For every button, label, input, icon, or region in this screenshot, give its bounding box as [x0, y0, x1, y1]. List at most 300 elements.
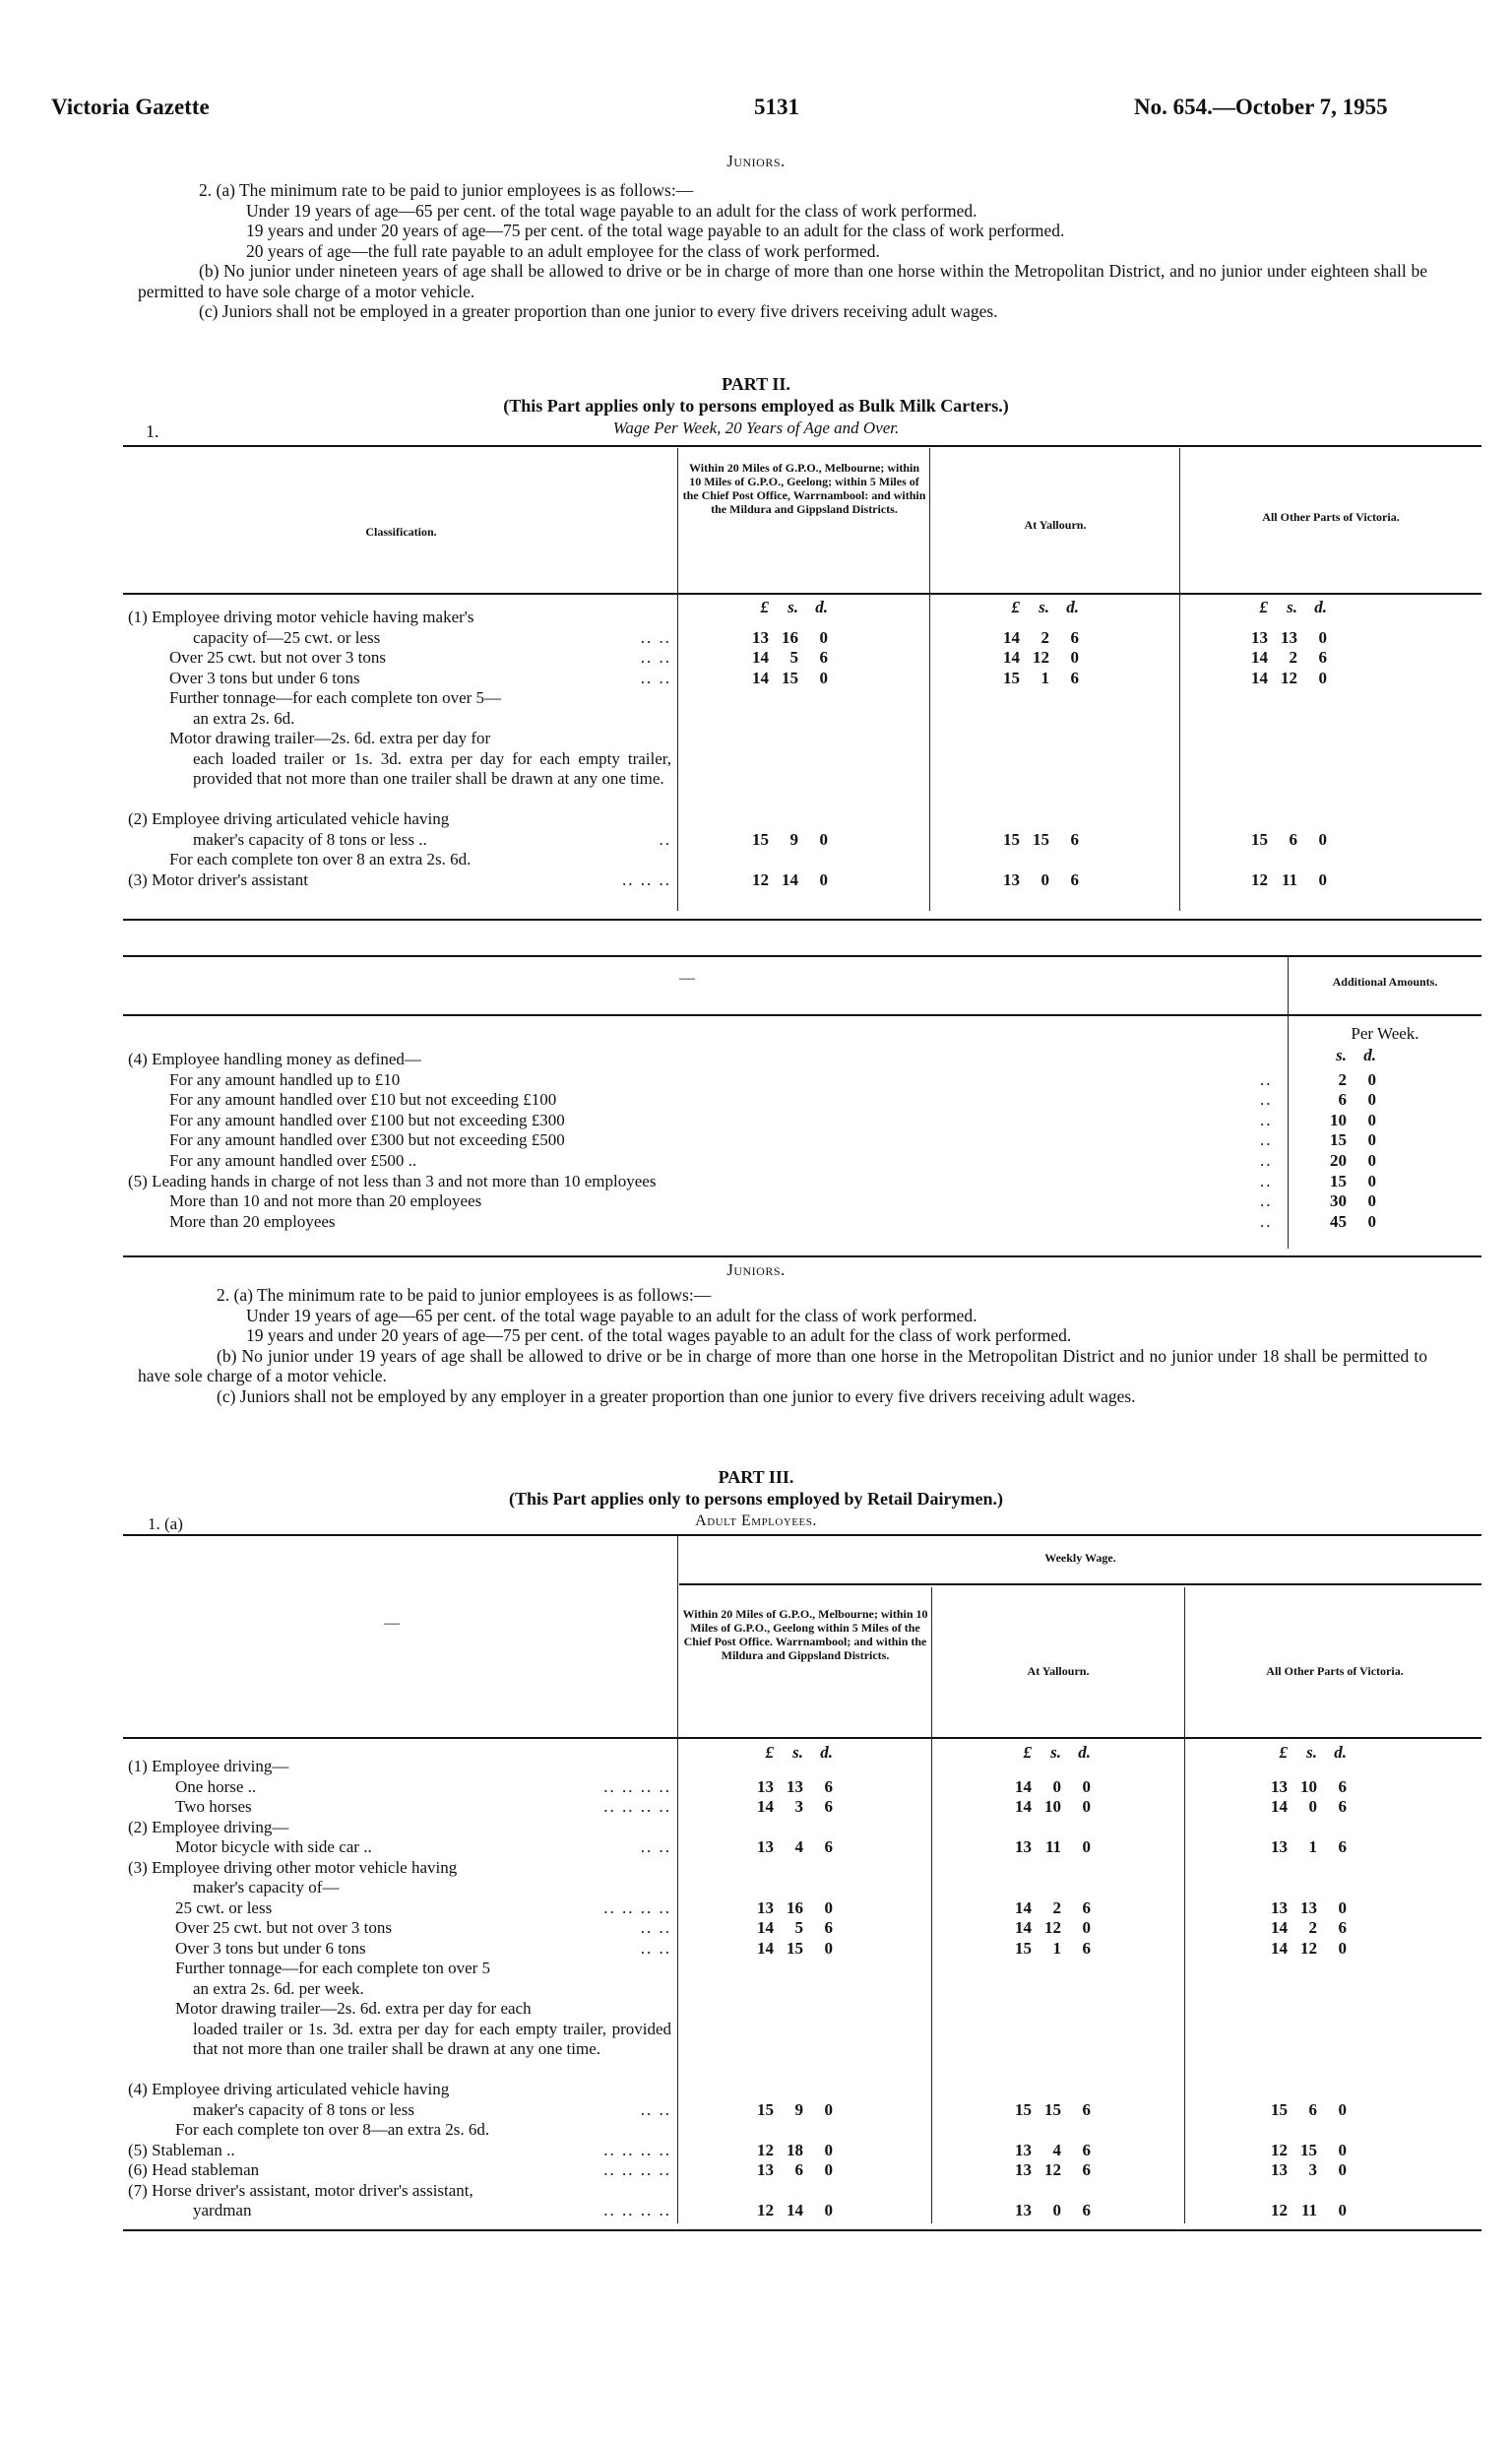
shillings: 12 [1044, 1918, 1061, 1937]
shillings: 9 [794, 2099, 803, 2119]
shillings: 30 [1330, 1191, 1347, 1211]
pounds: 13 [757, 1897, 774, 1917]
row-label: Motor bicycle with side car .. [175, 1837, 372, 1856]
shillings: 1 [1040, 668, 1049, 687]
pounds: 13 [757, 2160, 774, 2179]
pence: 0 [824, 1938, 833, 1958]
part-ii-clause-number: 1. [146, 421, 159, 441]
part-iii-title: PART III. [718, 1467, 794, 1487]
shillings: 10 [1330, 1110, 1347, 1129]
junior-clause: Under 19 years of age—65 per cent. of the total wage payable to an adult for the class of work performed. [246, 1305, 977, 1325]
pounds: 13 [1015, 2201, 1032, 2219]
shillings: 9 [789, 829, 798, 849]
shillings: 15 [1330, 1171, 1347, 1190]
wage-amount [748, 1837, 833, 1858]
header-classification: Classification. [365, 525, 437, 539]
shillings: 6 [794, 2160, 803, 2179]
row-label: (6) Head stableman [128, 2160, 260, 2179]
column-divider [929, 448, 930, 911]
pence: 0 [1367, 1211, 1376, 1231]
wage-amount [748, 1898, 833, 1919]
wage-amount [1006, 1918, 1091, 1939]
row-label: (2) Employee driving articulated vehicle having [128, 809, 450, 828]
header-additional-amounts: Additional Amounts. [1332, 975, 1438, 989]
pounds: 13 [757, 1837, 774, 1856]
additional-amount [1317, 1151, 1376, 1172]
unit-label: £ [1279, 1743, 1288, 1762]
unit-label: d. [820, 1743, 833, 1762]
leader-dots: .. .. [640, 1918, 671, 1937]
row-label: For any amount handled over £300 but not exceeding £500 [169, 1130, 565, 1150]
row-label: Over 3 tons but under 6 tons [175, 1938, 366, 1958]
pence: 6 [1082, 2140, 1091, 2159]
leader-dots: .. [1260, 1171, 1273, 1190]
wage-amount [1262, 1898, 1347, 1919]
leader-dots: .. .. .. .. [603, 1897, 671, 1917]
pence: 0 [824, 1897, 833, 1917]
wage-amount [1262, 2160, 1347, 2181]
unit-label: d. [1334, 1743, 1347, 1762]
shillings: 3 [1308, 2160, 1317, 2179]
juniors-heading: Juniors. [726, 152, 786, 170]
row-label: (7) Horse driver's assistant, motor driver's assistant, [128, 2180, 473, 2200]
pence: 0 [1367, 1191, 1376, 1211]
wage-amount [1242, 870, 1327, 891]
leader-dots: .. [659, 829, 671, 849]
row-label-continuation: capacity of—25 cwt. or less [193, 627, 381, 647]
pence: 0 [824, 2201, 833, 2219]
pence: 0 [1367, 1069, 1376, 1089]
pence: 6 [824, 1776, 833, 1796]
row-label: Further tonnage—for each complete ton over 5 [175, 1959, 491, 1977]
column-divider [931, 1587, 932, 2223]
part-iii-clause-number: 1. (a) [148, 1514, 183, 1533]
table-rule [123, 1014, 1481, 1016]
shillings: 6 [1289, 829, 1297, 849]
wage-amount [1262, 1797, 1347, 1818]
shillings: 3 [794, 1797, 803, 1816]
row-label: 25 cwt. or less [175, 1897, 273, 1917]
shillings: 11 [1044, 1837, 1061, 1856]
leader-dots: .. .. [640, 2099, 671, 2119]
shillings: 20 [1330, 1151, 1347, 1170]
pence: 0 [1338, 2201, 1347, 2219]
pence: 6 [1082, 2201, 1091, 2219]
pounds: 14 [1271, 1797, 1288, 1816]
shillings: 1 [1308, 1837, 1317, 1856]
pounds: 13 [1271, 1897, 1288, 1917]
shillings: 0 [1040, 869, 1049, 889]
wage-amount [1262, 1939, 1347, 1960]
leader-dots: .. [1260, 1069, 1273, 1089]
shillings: 4 [794, 1837, 803, 1856]
per-week-label: Per Week. [1351, 1024, 1419, 1043]
pounds: 13 [1271, 2160, 1288, 2179]
wage-amount [1006, 2100, 1091, 2121]
wage-amount [994, 870, 1079, 891]
wage-amount [748, 2141, 833, 2161]
shillings: 2 [1052, 1897, 1061, 1917]
pounds: 15 [1003, 668, 1020, 687]
pounds: 14 [1003, 627, 1020, 647]
row-label: (1) Employee driving— [128, 1757, 289, 1775]
pence: 6 [1082, 1938, 1091, 1958]
wage-amount [1006, 1898, 1091, 1919]
row-label: For each complete ton over 8—an extra 2s. 6d. [175, 2120, 490, 2139]
pence: 0 [824, 2099, 833, 2119]
row-label: More than 20 employees [169, 1211, 336, 1231]
unit-label: £ [1259, 598, 1268, 616]
pence: 0 [1318, 829, 1327, 849]
pence: 6 [1082, 2099, 1091, 2119]
pounds: 14 [1015, 1918, 1032, 1937]
pence: 0 [819, 668, 828, 687]
header-yallourn: At Yallourn. [1027, 1664, 1090, 1678]
unit-label: d. [815, 598, 828, 616]
junior-clause: 2. (a) The minimum rate to be paid to junior employees is as follows:— [199, 180, 694, 200]
header-other-parts: All Other Parts of Victoria. [1266, 1664, 1404, 1678]
row-label: (5) Leading hands in charge of not less than 3 and not more than 10 employees [128, 1171, 657, 1190]
unit-label: s. [788, 598, 798, 616]
pounds: 12 [752, 869, 769, 889]
row-label: Over 3 tons but under 6 tons [169, 668, 360, 687]
part-iii-caption: Adult Employees. [695, 1512, 817, 1529]
pounds: 14 [1015, 1897, 1032, 1917]
pence: 6 [1082, 1897, 1091, 1917]
table-rule [123, 955, 1481, 957]
wage-amount [1006, 1777, 1091, 1798]
row-label: For any amount handled over £100 but not exceeding £300 [169, 1110, 565, 1129]
leader-dots: .. [1260, 1090, 1273, 1110]
header-metro: Within 20 Miles of G.P.O., Melbourne; within 10 Miles of G.P.O., Geelong; within 5 Miles of the Chief Post Office, Warrnambool: and within the Mildura and Gippsland Districts. [682, 461, 926, 516]
leader-dots: .. [1260, 1151, 1273, 1170]
wage-amount [1242, 830, 1327, 851]
junior-clause: (b) No junior under nineteen years of age shall be allowed to drive or be in charge of more than one horse within the Metropolitan District, and no junior under eighteen shall be permitted to have sole charge of a motor vehicle. [138, 261, 1427, 301]
wage-amount [994, 628, 1079, 649]
pounds: 14 [1271, 1938, 1288, 1958]
leader-dots: .. [1260, 1211, 1273, 1231]
pence: 6 [824, 1918, 833, 1937]
pounds: 12 [757, 2140, 774, 2159]
leader-dots: .. .. .. .. [603, 1776, 671, 1796]
pence: 0 [819, 869, 828, 889]
wage-amount [748, 2160, 833, 2181]
row-label: (4) Employee driving articulated vehicle having [128, 2080, 450, 2098]
leader-dots: .. .. .. .. [603, 2160, 671, 2179]
table-rule [123, 2229, 1481, 2231]
row-label: Motor drawing trailer—2s. 6d. extra per day for each [175, 1999, 532, 2018]
pence: 6 [819, 648, 828, 667]
leader-dots: .. .. .. .. [603, 1797, 671, 1816]
unit-label: s. [1039, 598, 1049, 616]
shillings: 2 [1338, 1069, 1347, 1089]
leader-dots: .. .. [640, 648, 671, 667]
unit-label: £ [760, 598, 769, 616]
row-label: (3) Employee driving other motor vehicle having [128, 1857, 458, 1877]
additional-amount [1317, 1090, 1376, 1111]
leader-dots: .. .. [640, 627, 671, 647]
table-rule [123, 1255, 1481, 1257]
pounds: 14 [1251, 668, 1268, 687]
shillings: 14 [787, 2201, 803, 2219]
unit-label: s. [792, 1743, 803, 1762]
pounds: 15 [1003, 829, 1020, 849]
leader-dots: .. .. .. .. [603, 2140, 671, 2159]
table-rule [679, 1583, 1481, 1585]
wage-amount [994, 648, 1079, 669]
additional-amount [1317, 1212, 1376, 1233]
pounds: 13 [1015, 2160, 1032, 2179]
pence: 6 [1070, 829, 1079, 849]
leader-dots: .. .. .. [622, 869, 671, 889]
pence: 0 [1338, 2140, 1347, 2159]
shillings: 4 [1052, 2140, 1061, 2159]
issue-date: No. 654.—October 7, 1955 [1134, 95, 1388, 119]
pence: 0 [1367, 1151, 1376, 1170]
shillings: 11 [1300, 2201, 1317, 2219]
row-label-continuation: each loaded trailer or 1s. 3d. extra per day for each empty trailer, provided that not more than one trailer shall be drawn at any one time. [193, 748, 671, 788]
unit-label: d. [1314, 598, 1327, 616]
wage-amount [1006, 2201, 1091, 2221]
pounds: 14 [752, 648, 769, 667]
unit-label: £ [1011, 598, 1020, 616]
part-ii-subtitle: (This Part applies only to persons employed as Bulk Milk Carters.) [503, 396, 1009, 416]
pence: 6 [1338, 1797, 1347, 1816]
shillings: 11 [1281, 869, 1297, 889]
wage-amount [1262, 2100, 1347, 2121]
pounds: 14 [757, 1797, 774, 1816]
pence: 6 [1338, 1837, 1347, 1856]
currency-units [1317, 1046, 1376, 1066]
pounds: 13 [752, 627, 769, 647]
currency-units [1262, 1743, 1347, 1764]
row-label: Further tonnage—for each complete ton over 5— [169, 688, 502, 707]
wage-amount [743, 830, 828, 851]
additional-amount [1317, 1111, 1376, 1131]
wage-amount [743, 648, 828, 669]
shillings: 14 [782, 869, 798, 889]
row-label: For any amount handled over £500 .. [169, 1151, 417, 1170]
additional-amount [1317, 1191, 1376, 1212]
pence: 0 [819, 627, 828, 647]
row-label-continuation: loaded trailer or 1s. 3d. extra per day for each empty trailer, provided that not more than one trailer shall be drawn at any one time. [193, 2019, 671, 2058]
wage-amount [1262, 2141, 1347, 2161]
part-ii-title: PART II. [722, 374, 790, 394]
pence: 6 [1070, 869, 1079, 889]
shillings: 15 [787, 1938, 803, 1958]
currency-units [994, 598, 1079, 618]
pence: 0 [1318, 869, 1327, 889]
row-label: Over 25 cwt. but not over 3 tons [175, 1918, 393, 1937]
junior-clause: (c) Juniors shall not be employed in a greater proportion than one junior to every five drivers receiving adult wages. [199, 301, 998, 321]
pence: 0 [1318, 668, 1327, 687]
junior-clause: 2. (a) The minimum rate to be paid to junior employees is as follows:— [217, 1285, 712, 1305]
shillings: 0 [1052, 2201, 1061, 2219]
row-label: More than 10 and not more than 20 employees [169, 1191, 482, 1211]
header-metro: Within 20 Miles of G.P.O., Melbourne; within 10 Miles of G.P.O., Geelong within 5 Miles of the Chief Post Office. Warrnambool; and within the Mildura and Gippsland Districts. [682, 1607, 928, 1662]
shillings: 6 [1308, 2099, 1317, 2119]
shillings: 15 [1300, 2140, 1317, 2159]
pounds: 15 [1015, 2099, 1032, 2119]
table-rule [123, 1737, 1481, 1739]
shillings: 13 [1281, 627, 1297, 647]
table-rule [123, 593, 1481, 595]
shillings: 15 [1044, 2099, 1061, 2119]
shillings: 13 [787, 1776, 803, 1796]
wage-amount [1006, 1837, 1091, 1858]
pounds: 13 [1015, 2140, 1032, 2159]
juniors-section-1 [138, 180, 1427, 322]
unit-label: d. [1363, 1046, 1376, 1064]
pounds: 13 [1015, 1837, 1032, 1856]
wage-amount [743, 628, 828, 649]
pounds: 14 [1251, 648, 1268, 667]
shillings: 0 [1308, 1797, 1317, 1816]
shillings: 16 [787, 1897, 803, 1917]
row-label: (3) Motor driver's assistant [128, 869, 308, 889]
row-label: For any amount handled up to £10 [169, 1069, 401, 1089]
column-divider [1184, 1587, 1185, 2223]
shillings: 16 [782, 627, 798, 647]
row-label: (4) Employee handling money as defined— [128, 1050, 421, 1068]
shillings: 15 [782, 668, 798, 687]
shillings: 15 [1330, 1130, 1347, 1150]
unit-label: s. [1336, 1046, 1347, 1064]
column-divider [1288, 957, 1289, 1249]
unit-label: s. [1287, 598, 1297, 616]
shillings: 0 [1052, 1776, 1061, 1796]
pence: 6 [1082, 2160, 1091, 2179]
junior-clause: 19 years and under 20 years of age—75 per cent. of the total wages payable to an adult for the class of work performed. [246, 1325, 1072, 1345]
pence: 0 [1367, 1110, 1376, 1129]
row-label: Motor drawing trailer—2s. 6d. extra per day for [169, 729, 491, 747]
pence: 0 [1338, 1897, 1347, 1917]
shillings: 12 [1044, 2160, 1061, 2179]
column-divider [677, 448, 678, 911]
row-label-continuation: an extra 2s. 6d. per week. [193, 1978, 364, 1998]
pounds: 13 [1271, 1837, 1288, 1856]
wage-amount [994, 669, 1079, 689]
row-label: Over 25 cwt. but not over 3 tons [169, 648, 387, 667]
row-label: (5) Stableman .. [128, 2140, 235, 2159]
pence: 0 [1338, 2099, 1347, 2119]
wage-amount [1242, 648, 1327, 669]
shillings: 12 [1300, 1938, 1317, 1958]
pounds: 14 [1015, 1797, 1032, 1816]
row-label-continuation: maker's capacity of— [193, 1878, 340, 1897]
row-label: Two horses [175, 1797, 252, 1816]
wage-amount [1006, 2141, 1091, 2161]
currency-units [743, 598, 828, 618]
shillings: 2 [1289, 648, 1297, 667]
pence: 0 [819, 829, 828, 849]
shillings: 1 [1052, 1938, 1061, 1958]
pence: 0 [1367, 1090, 1376, 1110]
pence: 0 [1082, 1837, 1091, 1856]
currency-units [748, 1743, 833, 1764]
pounds: 14 [1015, 1776, 1032, 1796]
wage-amount [743, 669, 828, 689]
additional-amount [1317, 1070, 1376, 1091]
part-iii-subtitle: (This Part applies only to persons employed by Retail Dairymen.) [509, 1489, 1003, 1509]
shillings: 6 [1338, 1090, 1347, 1110]
shillings: 2 [1040, 627, 1049, 647]
shillings: 45 [1330, 1211, 1347, 1231]
wage-amount [1262, 2201, 1347, 2221]
row-label-continuation: maker's capacity of 8 tons or less .. [193, 829, 427, 849]
pence: 6 [1318, 648, 1327, 667]
shillings: 5 [789, 648, 798, 667]
wage-amount [748, 1918, 833, 1939]
currency-units [1006, 1743, 1091, 1764]
pence: 0 [1070, 648, 1079, 667]
wage-amount [748, 1777, 833, 1798]
pounds: 14 [752, 668, 769, 687]
leader-dots: .. [1260, 1191, 1273, 1211]
row-label-continuation: maker's capacity of 8 tons or less [193, 2099, 414, 2119]
pounds: 15 [1015, 1938, 1032, 1958]
pence: 0 [1082, 1776, 1091, 1796]
wage-amount [1242, 628, 1327, 649]
row-label-continuation: yardman [193, 2201, 252, 2219]
additional-amount [1317, 1130, 1376, 1151]
header-dash: — [384, 1615, 400, 1632]
pence: 0 [1082, 1797, 1091, 1816]
pence: 0 [824, 2160, 833, 2179]
leader-dots: .. [1260, 1110, 1273, 1129]
unit-label: d. [1078, 1743, 1091, 1762]
pounds: 13 [757, 1776, 774, 1796]
pounds: 13 [1271, 1776, 1288, 1796]
pence: 6 [1070, 668, 1079, 687]
pounds: 13 [1003, 869, 1020, 889]
row-label-continuation: an extra 2s. 6d. [193, 708, 295, 728]
unit-label: d. [1066, 598, 1079, 616]
leader-dots: .. .. [640, 1938, 671, 1958]
pence: 0 [824, 2140, 833, 2159]
pounds: 13 [1251, 627, 1268, 647]
pounds: 14 [757, 1938, 774, 1958]
pounds: 12 [1271, 2201, 1288, 2219]
table-rule [123, 445, 1481, 447]
shillings: 12 [1281, 668, 1297, 687]
currency-units [1242, 598, 1327, 618]
header-dash: — [679, 970, 695, 987]
pounds: 12 [757, 2201, 774, 2219]
wage-amount [1242, 669, 1327, 689]
table-rule [123, 1534, 1481, 1536]
shillings: 10 [1300, 1776, 1317, 1796]
pounds: 12 [1271, 2140, 1288, 2159]
leader-dots: .. .. .. .. [603, 2201, 671, 2219]
wage-amount [748, 2201, 833, 2221]
unit-label: £ [765, 1743, 774, 1762]
pounds: 15 [1251, 829, 1268, 849]
pounds: 12 [1251, 869, 1268, 889]
wage-amount [748, 1939, 833, 1960]
pence: 0 [1367, 1171, 1376, 1190]
pence: 0 [1082, 1918, 1091, 1937]
pounds: 15 [757, 2099, 774, 2119]
wage-amount [1262, 1777, 1347, 1798]
pounds: 14 [1003, 648, 1020, 667]
unit-label: s. [1050, 1743, 1061, 1762]
part-ii-caption: Wage Per Week, 20 Years of Age and Over. [612, 418, 900, 437]
pence: 0 [1318, 627, 1327, 647]
publication-title: Victoria Gazette [51, 95, 210, 119]
leader-dots: .. [1260, 1130, 1273, 1150]
row-label: (1) Employee driving motor vehicle having maker's [128, 608, 474, 626]
